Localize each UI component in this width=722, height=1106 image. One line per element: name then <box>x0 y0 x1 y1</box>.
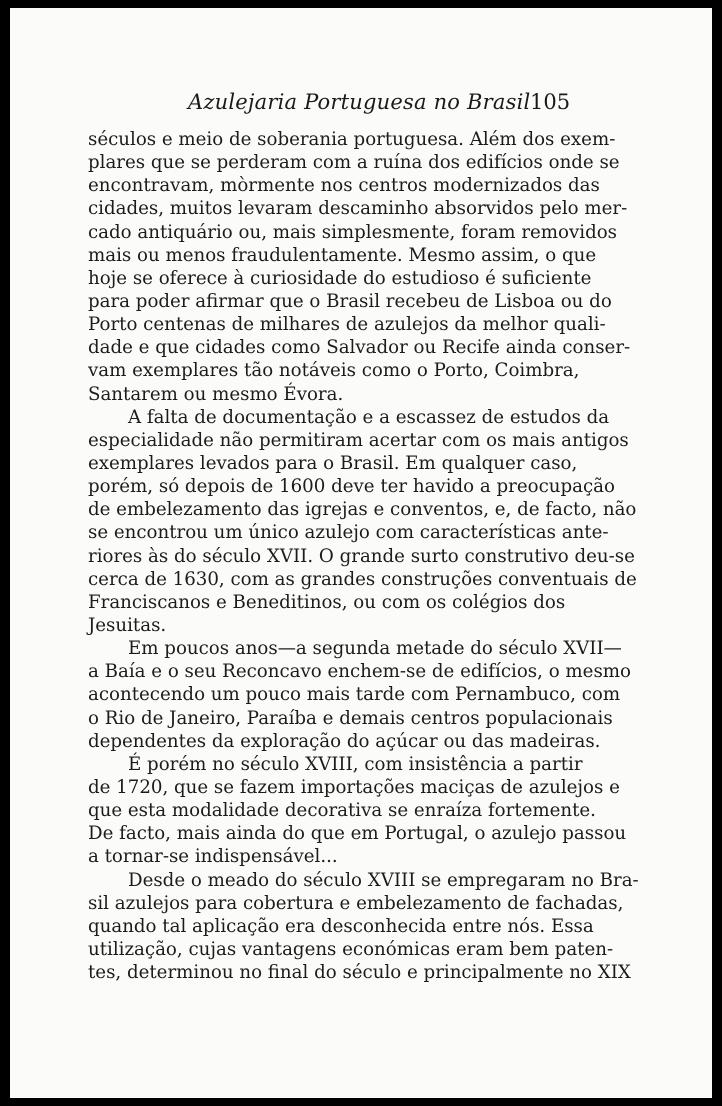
text-line: Em poucos anos—a segunda metade do século XVII— <box>128 638 622 660</box>
text-line: que esta modalidade decorativa se enraíza fortemente. <box>88 800 596 822</box>
text-line: séculos e meio de soberania portuguesa. Além dos exem- <box>88 129 616 150</box>
text-line: Jesuitas. <box>88 614 167 636</box>
text-line: quando tal aplicação era desconhecida entre nós. Essa <box>88 915 594 937</box>
text-line: riores às do século XVII. O grande surto construtivo deu-se <box>88 545 635 567</box>
text-line: exemplares levados para o Brasil. Em qualquer caso, <box>88 452 578 474</box>
text-line: de embelezamento das igrejas e conventos, e, de facto, não <box>88 499 637 521</box>
text-line: Desde o meado do século XVIII se empregaram no Bra- <box>128 869 639 891</box>
text-line: cidades, muitos levaram descaminho absorvidos pelo mer- <box>88 198 628 220</box>
text-line: especialidade não permitiram acertar com os mais antigos <box>88 429 629 451</box>
text-line: porém, só depois de 1600 deve ter havido a preocupação <box>88 476 615 498</box>
text-line: vam exemplares tão notáveis como o Porto, Coimbra, <box>88 360 580 382</box>
text-line: de 1720, que se fazem importações maciças de azulejos e <box>88 776 620 798</box>
text-line: para poder afirmar que o Brasil recebeu de Lisboa ou do <box>88 290 612 312</box>
text-line: mais ou menos fraudulentamente. Mesmo assim, o que <box>88 244 597 266</box>
text-line: cado antiquário ou, mais simplesmente, foram removidos <box>88 221 618 243</box>
text-line: tes, determinou no final do século e principalmente no XIX <box>88 962 631 984</box>
text-line: encontravam, mòrmente nos centros modernizados das <box>88 175 600 197</box>
text-line: plares que se perderam com a ruína dos edifícios onde se <box>88 152 620 174</box>
text-line: acontecendo um pouco mais tarde com Pernambuco, com <box>88 684 621 706</box>
text-line: cerca de 1630, com as grandes construções conventuais de <box>88 568 637 590</box>
page-header <box>10 90 712 120</box>
text-line: A falta de documentação e a escassez de estudos da <box>128 406 610 428</box>
text-line: sil azulejos para cobertura e embelezamento de fachadas, <box>88 892 624 914</box>
text-line: a tornar-se indispensável... <box>88 846 338 868</box>
text-line: se encontrou um único azulejo com características ante- <box>88 522 609 544</box>
text-line: De facto, mais ainda do que em Portugal, o azulejo passou <box>88 823 627 845</box>
text-line: utilização, cujas vantagens económicas eram bem paten- <box>88 938 614 960</box>
text-line: o Rio de Janeiro, Paraíba e demais centros populacionais <box>88 707 613 729</box>
text-line: a Baía e o seu Reconcavo enchem-se de edifícios, o mesmo <box>88 661 631 683</box>
text-line: dependentes da exploração do açúcar ou das madeiras. <box>88 730 601 752</box>
book-page <box>10 8 712 1098</box>
text-line: É porém no século XVIII, com insistência a partir <box>128 753 583 775</box>
text-line: Porto centenas de milhares de azulejos da melhor quali- <box>88 314 606 336</box>
running-title: Azulejaria Portuguesa no Brasil <box>188 90 531 114</box>
text-line: hoje se oferece à curiosidade do estudioso é suficiente <box>88 267 592 289</box>
text-line: dade e que cidades como Salvador ou Recife ainda conser- <box>88 337 631 359</box>
page-number: 105 <box>530 90 571 114</box>
body-text <box>88 128 639 984</box>
text-line: Santarem ou mesmo Évora. <box>88 383 344 405</box>
text-line: Franciscanos e Beneditinos, ou com os colégios dos <box>88 591 566 613</box>
